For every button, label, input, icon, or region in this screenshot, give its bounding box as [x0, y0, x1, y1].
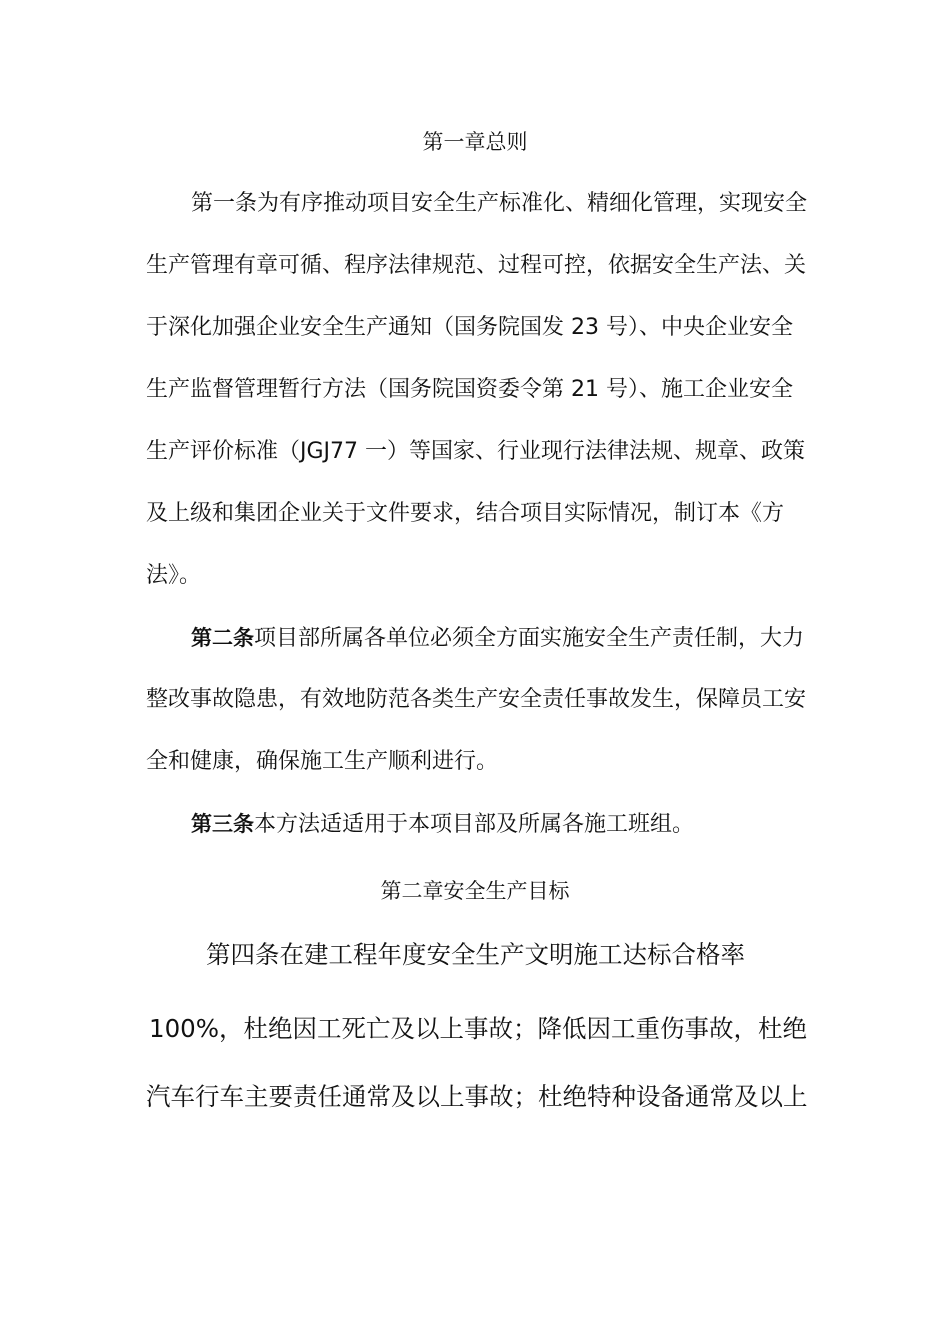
article-2-label: 第二条 — [191, 625, 254, 650]
article-3-text: 本方法适适用于本项目部及所属各施工班组。 — [254, 812, 695, 837]
article-3-label: 第三条 — [191, 811, 254, 836]
article-1-line-4: 生产监督管理暂行方法（国务院国资委令第 21 号）、施工企业安全 — [146, 377, 793, 402]
article-2-line-1 — [191, 623, 804, 654]
article-1-line-5: 生产评价标准（JGJ77 一）等国家、行业现行法律法规、规章、政策 — [146, 439, 806, 464]
article-1-line-7: 法》。 — [146, 563, 202, 588]
article-1-line-6: 及上级和集团企业关于文件要求，结合项目实际情况，制订本《方 — [146, 501, 785, 526]
chapter-1-title: 第一章总则 — [422, 130, 528, 154]
article-3-line — [191, 809, 694, 840]
article-1-line-1: 第一条为有序推动项目安全生产标准化、精细化管理，实现安全 — [191, 191, 808, 216]
article-2-text-1: 项目部所属各单位必须全方面实施安全生产责任制，大力 — [254, 626, 805, 651]
article-2-line-3: 全和健康，确保施工生产顺利进行。 — [146, 749, 499, 774]
article-1-line-2: 生产管理有章可循、程序法律规范、过程可控，依据安全生产法、关 — [146, 253, 807, 278]
article-4-line-1: 第四条在建工程年度安全生产文明施工达标合格率 — [206, 940, 745, 969]
article-2-line-2: 整改事故隐患，有效地防范各类生产安全责任事故发生，保障员工安 — [146, 687, 807, 712]
chapter-2-title: 第二章安全生产目标 — [380, 879, 570, 903]
article-4-line-2: 100%，杜绝因工死亡及以上事故；降低因工重伤事故，杜绝 — [149, 1014, 808, 1043]
article-1-line-3: 于深化加强企业安全生产通知（国务院国发 23 号）、中央企业安全 — [146, 315, 793, 340]
article-4-line-3: 汽车行车主要责任通常及以上事故；杜绝特种设备通常及以上 — [146, 1082, 808, 1111]
